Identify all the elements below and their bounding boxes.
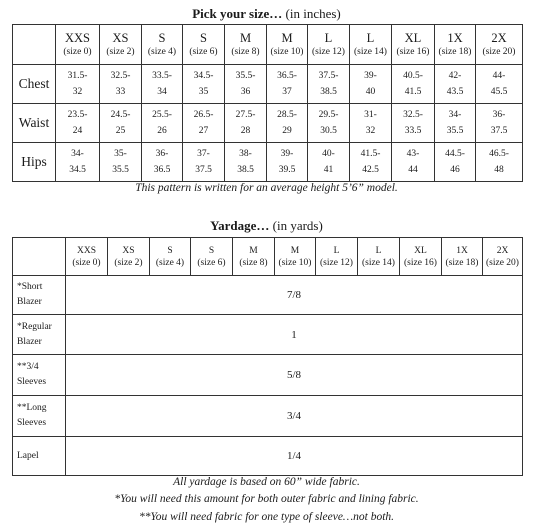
measurement-cell: 36- 37.5 [476, 104, 523, 143]
measurement-cell: 42- 43.5 [435, 65, 476, 104]
size-col-header: S (size 6) [191, 238, 233, 276]
yardage-row-regular-blazer [13, 315, 523, 355]
size-col-header: 2X (size 20) [483, 238, 523, 276]
hips-row [13, 143, 523, 182]
size-table-title-unit: (in inches) [282, 6, 341, 21]
measurement-cell: 38- 38.5 [225, 143, 267, 182]
size-col-header: M (size 8) [225, 25, 267, 65]
measurement-cell: 39- 39.5 [267, 143, 308, 182]
measurement-cell: 43- 44 [392, 143, 435, 182]
measurement-cell: 31.5- 32 [56, 65, 100, 104]
measurement-cell: 40.5- 41.5 [392, 65, 435, 104]
size-col-header: L (size 14) [358, 238, 400, 276]
size-col-header: XXS (size 0) [66, 238, 108, 276]
measurement-cell: 35.5- 36 [225, 65, 267, 104]
measurement-cell: 25.5- 26 [142, 104, 183, 143]
measurement-cell: 34- 34.5 [56, 143, 100, 182]
measurement-cell: 39- 40 [350, 65, 392, 104]
yardage-row-label: **Long Sleeves [13, 396, 66, 437]
measurement-cell: 40- 41 [308, 143, 350, 182]
measurement-cell: 44.5- 46 [435, 143, 476, 182]
yardage-note-fabric-width: All yardage is based on 60” wide fabric. [173, 476, 360, 488]
measurement-cell: 46.5- 48 [476, 143, 523, 182]
yardage-table-title-bold: Yardage… [210, 218, 270, 233]
yardage-value: 1 [66, 315, 523, 355]
size-col-header: XS (size 2) [108, 238, 150, 276]
measurement-cell: 32.5- 33 [100, 65, 142, 104]
measurement-cell: 44- 45.5 [476, 65, 523, 104]
measurement-cell: 29.5- 30.5 [308, 104, 350, 143]
row-label-chest: Chest [13, 65, 56, 104]
yardage-value: 1/4 [66, 437, 523, 476]
size-col-header: XL (size 16) [400, 238, 442, 276]
yardage-header-row [13, 238, 523, 276]
yardage-note-lining: *You will need this amount for both outer fabric and lining fabric. [114, 493, 419, 505]
size-col-header: S (size 4) [150, 238, 191, 276]
waist-row [13, 104, 523, 143]
yardage-value: 3/4 [66, 396, 523, 437]
measurement-cell: 28.5- 29 [267, 104, 308, 143]
size-col-header: M (size 10) [275, 238, 316, 276]
row-label-waist: Waist [13, 104, 56, 143]
measurement-cell: 34- 35.5 [435, 104, 476, 143]
corner-cell [13, 25, 56, 65]
yardage-note-sleeves: **You will need fabric for one type of sleeve…not both. [138, 511, 395, 523]
size-col-header: 1X (size 18) [442, 238, 483, 276]
measurement-cell: 24.5- 25 [100, 104, 142, 143]
size-col-header: L (size 14) [350, 25, 392, 65]
size-col-header: S (size 6) [183, 25, 225, 65]
size-col-header: S (size 4) [142, 25, 183, 65]
yardage-row-label: *Short Blazer [13, 276, 66, 315]
measurement-cell: 35- 35.5 [100, 143, 142, 182]
size-col-header: 2X (size 20) [476, 25, 523, 65]
yardage-row-label: **3/4 Sleeves [13, 355, 66, 396]
row-label-hips: Hips [13, 143, 56, 182]
size-col-header: XS (size 2) [100, 25, 142, 65]
measurement-cell: 31- 32 [350, 104, 392, 143]
measurement-cell: 37.5- 38.5 [308, 65, 350, 104]
measurement-cell: 33.5- 34 [142, 65, 183, 104]
size-col-header: M (size 8) [233, 238, 275, 276]
yardage-table-title [0, 218, 533, 234]
size-header-row [13, 25, 523, 65]
yardage-row-three-quarter-sleeves [13, 355, 523, 396]
size-col-header: XL (size 16) [392, 25, 435, 65]
measurement-cell: 36.5- 37 [267, 65, 308, 104]
yardage-value: 5/8 [66, 355, 523, 396]
size-chart-table [12, 24, 523, 182]
size-col-header: XXS (size 0) [56, 25, 100, 65]
size-col-header: L (size 12) [316, 238, 358, 276]
measurement-cell: 36- 36.5 [142, 143, 183, 182]
measurement-cell: 37- 37.5 [183, 143, 225, 182]
yardage-table-title-unit: (in yards) [269, 218, 323, 233]
yardage-row-long-sleeves [13, 396, 523, 437]
measurement-cell: 34.5- 35 [183, 65, 225, 104]
chest-row [13, 65, 523, 104]
yardage-row-lapel [13, 437, 523, 476]
size-table-title [0, 6, 533, 22]
measurement-cell: 32.5- 33.5 [392, 104, 435, 143]
yardage-row-short-blazer [13, 276, 523, 315]
size-table-note: This pattern is written for an average height 5’6” model. [135, 182, 398, 194]
size-col-header: 1X (size 18) [435, 25, 476, 65]
yardage-value: 7/8 [66, 276, 523, 315]
yardage-table [12, 237, 523, 476]
measurement-cell: 41.5- 42.5 [350, 143, 392, 182]
corner-cell [13, 238, 66, 276]
size-table-title-bold: Pick your size… [192, 6, 283, 21]
measurement-cell: 26.5- 27 [183, 104, 225, 143]
measurement-cell: 27.5- 28 [225, 104, 267, 143]
size-col-header: M (size 10) [267, 25, 308, 65]
measurement-cell: 23.5- 24 [56, 104, 100, 143]
yardage-row-label: Lapel [13, 437, 66, 476]
size-col-header: L (size 12) [308, 25, 350, 65]
yardage-row-label: *Regular Blazer [13, 315, 66, 355]
